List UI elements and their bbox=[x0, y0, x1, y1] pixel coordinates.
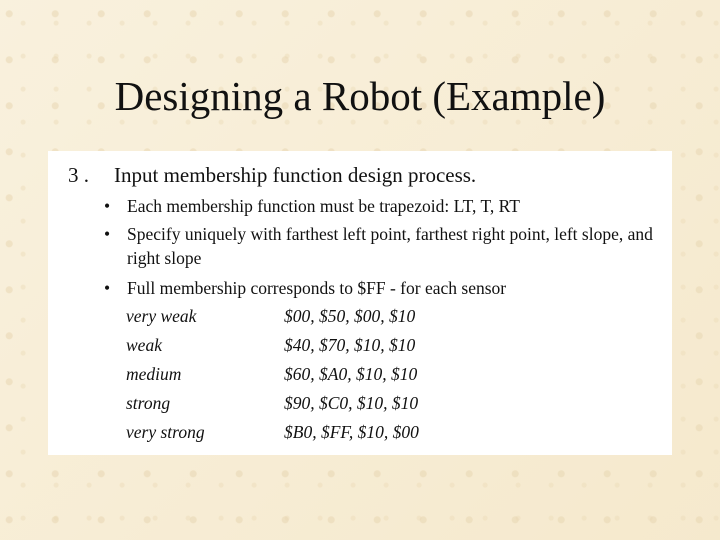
membership-value: $90, $C0, $10, $10 bbox=[284, 393, 419, 413]
step-heading bbox=[68, 161, 476, 189]
bullet-text: Specify uniquely with farthest left point, farthest right point, left slope, and right slope bbox=[127, 224, 653, 268]
membership-label: very strong bbox=[126, 422, 205, 442]
membership-value: $60, $A0, $10, $10 bbox=[284, 364, 418, 384]
membership-label: medium bbox=[126, 364, 182, 384]
bullet-dot-icon: • bbox=[104, 224, 111, 244]
content-box bbox=[48, 151, 672, 455]
bullet-text: Full membership corresponds to $FF - for each sensor bbox=[127, 278, 507, 298]
slide-title: Designing a Robot (Example) bbox=[114, 73, 606, 119]
membership-value: $00, $50, $00, $10 bbox=[284, 306, 416, 326]
step-title: Input membership function design process. bbox=[114, 163, 477, 187]
membership-label: very weak bbox=[126, 306, 197, 326]
bullet-dot-icon: • bbox=[104, 196, 111, 216]
bullet-dot-icon: • bbox=[104, 278, 111, 298]
step-number: 3 . bbox=[68, 163, 89, 187]
membership-value: $B0, $FF, $10, $00 bbox=[284, 422, 419, 442]
membership-value: $40, $70, $10, $10 bbox=[284, 335, 416, 355]
membership-label: strong bbox=[126, 393, 171, 413]
membership-label: weak bbox=[126, 335, 162, 355]
bullet-text: Each membership function must be trapezoid: LT, T, RT bbox=[127, 196, 520, 216]
